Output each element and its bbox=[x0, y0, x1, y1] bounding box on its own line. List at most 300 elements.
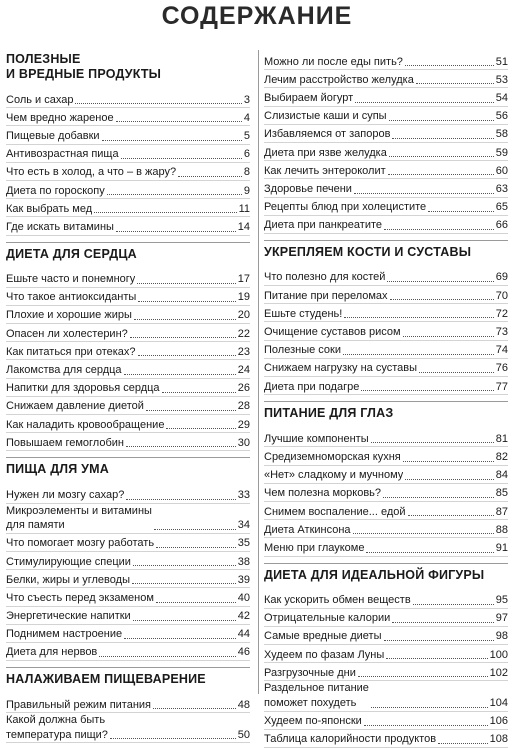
toc-entry-title bbox=[6, 591, 154, 606]
toc-entry[interactable] bbox=[264, 198, 508, 216]
toc-list bbox=[6, 270, 250, 452]
toc-entry-page: 5 bbox=[244, 129, 250, 144]
toc-entry-page: 59 bbox=[496, 146, 508, 161]
toc-entry[interactable] bbox=[6, 90, 250, 108]
toc-entry-title-line: Энергетические напитки bbox=[6, 609, 131, 624]
toc-entry-title bbox=[6, 202, 92, 217]
toc-entry-title bbox=[6, 327, 128, 342]
toc-entry-title-line: «Нет» сладкому и мучному bbox=[264, 468, 403, 483]
toc-entry-title bbox=[6, 536, 154, 551]
dot-leader bbox=[389, 155, 494, 157]
toc-entry-page: 66 bbox=[496, 218, 508, 233]
dot-leader bbox=[366, 551, 493, 553]
toc-entry-title bbox=[6, 165, 176, 180]
toc-entry-title-line: Соль и сахар bbox=[6, 93, 73, 108]
toc-entry[interactable] bbox=[264, 712, 508, 730]
toc-entry-title bbox=[6, 627, 122, 642]
toc-entry-page: 23 bbox=[238, 345, 250, 360]
toc-entry-title bbox=[264, 541, 364, 556]
toc-entry-page: 73 bbox=[496, 325, 508, 340]
toc-entry-page: 24 bbox=[238, 363, 250, 378]
toc-entry-title bbox=[6, 698, 151, 713]
toc-entry-title-line: Диета при язве желудка bbox=[264, 146, 387, 161]
dot-leader bbox=[102, 139, 242, 141]
toc-entry-page: 50 bbox=[238, 728, 250, 743]
toc-entry[interactable] bbox=[264, 447, 508, 465]
section-title-line: ПИЩА ДЛЯ УМА bbox=[6, 462, 250, 477]
dot-leader bbox=[178, 175, 242, 177]
dot-leader bbox=[353, 532, 494, 534]
toc-entry[interactable] bbox=[6, 126, 250, 144]
dot-leader bbox=[156, 601, 236, 603]
toc-entry-page: 88 bbox=[496, 523, 508, 538]
toc-section bbox=[264, 52, 508, 234]
toc-entry-title bbox=[6, 555, 131, 570]
toc-entry[interactable] bbox=[264, 143, 508, 161]
toc-entry-page: 74 bbox=[496, 343, 508, 358]
toc-entry[interactable] bbox=[264, 304, 508, 322]
toc-entry[interactable] bbox=[264, 681, 508, 711]
dot-leader bbox=[361, 389, 493, 391]
toc-entry[interactable] bbox=[6, 504, 250, 534]
toc-entry-page: 3 bbox=[244, 93, 250, 108]
dot-leader bbox=[408, 514, 494, 516]
toc-list bbox=[264, 268, 508, 395]
toc-entry-title-line: Ешьте студень! bbox=[264, 307, 342, 322]
toc-entry-page: 46 bbox=[238, 645, 250, 660]
toc-entry-title-line: Опасен ли холестерин? bbox=[6, 327, 128, 342]
toc-entry-title bbox=[6, 418, 164, 433]
toc-section bbox=[6, 242, 250, 452]
toc-entry[interactable] bbox=[6, 145, 250, 163]
toc-entry[interactable] bbox=[6, 433, 250, 451]
dot-leader bbox=[419, 371, 494, 373]
dot-leader bbox=[130, 336, 236, 338]
toc-entry-title-line: Диета для нервов bbox=[6, 645, 97, 660]
toc-entry-title bbox=[6, 609, 131, 624]
toc-entry-title bbox=[6, 220, 114, 235]
dot-leader bbox=[403, 335, 494, 337]
section-title bbox=[6, 667, 250, 695]
section-title-line: ДИЕТА ДЛЯ ИДЕАЛЬНОЙ ФИГУРЫ bbox=[264, 568, 508, 583]
toc-entry-page: 11 bbox=[239, 202, 250, 217]
dot-leader bbox=[416, 82, 494, 84]
toc-entry-title bbox=[6, 645, 97, 660]
toc-entry[interactable] bbox=[6, 625, 250, 643]
toc-entry-title bbox=[264, 380, 359, 395]
toc-entry[interactable] bbox=[6, 217, 250, 235]
toc-entry-title-line: Как питаться при отеках? bbox=[6, 345, 136, 360]
toc-entry[interactable] bbox=[264, 286, 508, 304]
dot-leader bbox=[371, 706, 488, 708]
dot-leader bbox=[110, 737, 236, 739]
toc-entry-page: 70 bbox=[496, 289, 508, 304]
toc-entry-title-line: Питание при переломах bbox=[264, 289, 388, 304]
toc-entry[interactable] bbox=[264, 161, 508, 179]
toc-entry-title bbox=[6, 111, 114, 126]
toc-entry[interactable] bbox=[6, 163, 250, 181]
dot-leader bbox=[392, 621, 494, 623]
toc-entry-page: 6 bbox=[244, 147, 250, 162]
dot-leader bbox=[132, 582, 236, 584]
toc-entry-title-line: Как выбрать мед bbox=[6, 202, 92, 217]
toc-entry[interactable] bbox=[6, 288, 250, 306]
toc-entry-title bbox=[264, 361, 417, 376]
toc-list bbox=[264, 52, 508, 234]
toc-entry-title-line: Выбираем йогурт bbox=[264, 91, 353, 106]
toc-entry[interactable] bbox=[264, 609, 508, 627]
toc-entry[interactable] bbox=[264, 484, 508, 502]
toc-entry-title bbox=[6, 713, 108, 742]
toc-entry-page: 65 bbox=[496, 200, 508, 215]
toc-entry-title-line: Можно ли после еды пить? bbox=[264, 55, 403, 70]
dot-leader bbox=[134, 318, 236, 320]
page-title: СОДЕРЖАНИЕ bbox=[0, 2, 514, 31]
toc-entry-title-line: Нужен ли мозгу сахар? bbox=[6, 488, 124, 503]
toc-entry-title bbox=[264, 325, 401, 340]
toc-entry-title bbox=[264, 343, 341, 358]
dot-leader bbox=[384, 228, 494, 230]
toc-entry[interactable] bbox=[6, 397, 250, 415]
toc-entry-title bbox=[264, 218, 382, 233]
toc-entry[interactable] bbox=[264, 179, 508, 197]
toc-entry-title bbox=[264, 270, 385, 285]
toc-entry-title-line: Что съесть перед экзаменом bbox=[6, 591, 154, 606]
dot-leader bbox=[116, 230, 236, 232]
toc-section bbox=[264, 401, 508, 556]
dot-leader bbox=[99, 655, 235, 657]
dot-leader bbox=[364, 724, 488, 726]
dot-leader bbox=[146, 409, 236, 411]
dot-leader bbox=[137, 282, 235, 284]
toc-entry-title-line: Избавляемся от запоров bbox=[264, 127, 390, 142]
toc-entry-title-line: Снижаем нагрузку на суставы bbox=[264, 361, 417, 376]
toc-entry-title bbox=[264, 109, 387, 124]
toc-entry-page: 26 bbox=[238, 381, 250, 396]
toc-entry-title bbox=[6, 308, 132, 323]
toc-entry-title bbox=[264, 714, 362, 729]
toc-entry[interactable] bbox=[6, 415, 250, 433]
toc-entry-title-line: Снижаем давление диетой bbox=[6, 399, 144, 414]
toc-entry-page: 17 bbox=[238, 272, 250, 287]
toc-entry-page: 19 bbox=[238, 290, 250, 305]
toc-entry-title bbox=[264, 648, 384, 663]
toc-entry-title-line: Что полезно для костей bbox=[264, 270, 385, 285]
toc-entry[interactable] bbox=[264, 538, 508, 556]
toc-entry-title-line: Снимем воспаление... едой bbox=[264, 505, 406, 520]
dot-leader bbox=[387, 280, 493, 282]
toc-entry[interactable] bbox=[6, 199, 250, 217]
toc-entry-title bbox=[6, 93, 73, 108]
toc-entry-page: 4 bbox=[244, 111, 250, 126]
toc-entry-title bbox=[264, 432, 369, 447]
toc-entry-page: 100 bbox=[490, 648, 508, 663]
toc-entry-title-line: Самые вредные диеты bbox=[264, 629, 382, 644]
toc-entry[interactable] bbox=[264, 107, 508, 125]
toc-entry-title-line: Меню при глаукоме bbox=[264, 541, 364, 556]
toc-entry-title bbox=[264, 55, 403, 70]
toc-entry-page: 56 bbox=[496, 109, 508, 124]
toc-entry-title bbox=[6, 488, 124, 503]
toc-entry-title bbox=[264, 468, 403, 483]
toc-entry-title-line: Диета Аткинсона bbox=[264, 523, 351, 538]
toc-entry-title bbox=[6, 129, 100, 144]
toc-entry-title-line: Диета по гороскопу bbox=[6, 184, 105, 199]
toc-entry[interactable] bbox=[264, 627, 508, 645]
toc-entry-title-line: Рецепты блюд при холецистите bbox=[264, 200, 426, 215]
toc-entry[interactable] bbox=[264, 663, 508, 681]
toc-list bbox=[264, 429, 508, 556]
toc-entry-title-line: Полезные соки bbox=[264, 343, 341, 358]
toc-list bbox=[6, 90, 250, 236]
section-title-line: УКРЕПЛЯЕМ КОСТИ И СУСТАВЫ bbox=[264, 245, 508, 260]
toc-entry-title bbox=[6, 345, 136, 360]
dot-leader bbox=[413, 603, 494, 605]
toc-entry[interactable] bbox=[6, 108, 250, 126]
dot-leader bbox=[153, 707, 236, 709]
toc-entry[interactable] bbox=[6, 360, 250, 378]
toc-entry-title-line: Лечим расстройство желудка bbox=[264, 73, 414, 88]
toc-entry[interactable] bbox=[264, 502, 508, 520]
dot-leader bbox=[166, 427, 235, 429]
dot-leader bbox=[126, 498, 235, 500]
toc-entry[interactable] bbox=[6, 643, 250, 661]
toc-entry-title bbox=[264, 164, 386, 179]
toc-right-column bbox=[264, 52, 508, 748]
dot-leader bbox=[388, 173, 494, 175]
toc-entry-title-line: Где искать витамины bbox=[6, 220, 114, 235]
toc-entry-title bbox=[6, 381, 160, 396]
toc-entry[interactable] bbox=[264, 429, 508, 447]
toc-entry-page: 106 bbox=[490, 714, 508, 729]
toc-entry-title-line: Пищевые добавки bbox=[6, 129, 100, 144]
toc-entry-title bbox=[264, 593, 411, 608]
toc-section bbox=[264, 240, 508, 395]
section-title-line: И ВРЕДНЫЕ ПРОДУКТЫ bbox=[6, 67, 250, 82]
dot-leader bbox=[371, 441, 494, 443]
section-title-line: ДИЕТА ДЛЯ СЕРДЦА bbox=[6, 247, 250, 262]
toc-entry-page: 84 bbox=[496, 468, 508, 483]
toc-entry-title-line: Поднимем настроение bbox=[6, 627, 122, 642]
dot-leader bbox=[75, 102, 241, 104]
toc-entry[interactable] bbox=[6, 342, 250, 360]
toc-entry-title-line: Как наладить кровообращение bbox=[6, 418, 164, 433]
toc-entry[interactable] bbox=[6, 588, 250, 606]
toc-entry-page: 51 bbox=[496, 55, 508, 70]
toc-entry-title-line: Худеем по фазам Луны bbox=[264, 648, 384, 663]
toc-entry[interactable] bbox=[264, 88, 508, 106]
toc-entry[interactable] bbox=[264, 520, 508, 538]
dot-leader bbox=[94, 211, 236, 213]
toc-entry-page: 63 bbox=[496, 182, 508, 197]
toc-entry[interactable] bbox=[264, 216, 508, 234]
toc-entry-title bbox=[6, 290, 136, 305]
toc-section bbox=[6, 667, 250, 743]
dot-leader bbox=[124, 637, 236, 639]
toc-entry-page: 34 bbox=[238, 518, 250, 533]
toc-entry-page: 72 bbox=[496, 307, 508, 322]
toc-entry-title bbox=[264, 91, 353, 106]
dot-leader bbox=[116, 120, 242, 122]
toc-entry-page: 22 bbox=[238, 327, 250, 342]
toc-entry-title-line: Чем полезна морковь? bbox=[264, 486, 381, 501]
toc-section bbox=[6, 52, 250, 236]
toc-entry-title bbox=[264, 450, 401, 465]
toc-entry-page: 38 bbox=[238, 555, 250, 570]
toc-entry[interactable] bbox=[264, 341, 508, 359]
toc-entry[interactable] bbox=[6, 607, 250, 625]
dot-leader bbox=[156, 546, 236, 548]
toc-entry-page: 98 bbox=[496, 629, 508, 644]
toc-entry-title bbox=[264, 307, 342, 322]
toc-entry-title-line: Здоровье печени bbox=[264, 182, 352, 197]
toc-entry-title-line: Что помогает мозгу работать bbox=[6, 536, 154, 551]
toc-entry-title-line: температура пищи? bbox=[6, 728, 108, 743]
toc-entry-title-line: Что такое антиоксиданты bbox=[6, 290, 136, 305]
toc-entry-title-line: Белки, жиры и углеводы bbox=[6, 573, 130, 588]
toc-entry-title-line: Таблица калорийности продуктов bbox=[264, 732, 436, 747]
toc-entry[interactable] bbox=[6, 270, 250, 288]
dot-leader bbox=[438, 742, 488, 744]
toc-entry-title bbox=[6, 573, 130, 588]
toc-entry[interactable] bbox=[264, 377, 508, 395]
toc-entry[interactable] bbox=[6, 306, 250, 324]
toc-entry-title-line: Раздельное питание bbox=[264, 681, 369, 696]
dot-leader bbox=[121, 157, 242, 159]
dot-leader bbox=[133, 564, 236, 566]
toc-entry-title-line: Микроэлементы и витамины bbox=[6, 504, 152, 519]
toc-entry-page: 82 bbox=[496, 450, 508, 465]
toc-entry[interactable] bbox=[264, 645, 508, 663]
toc-entry-page: 77 bbox=[496, 380, 508, 395]
toc-entry[interactable] bbox=[6, 713, 250, 743]
toc-entry-title-line: Очищение суставов рисом bbox=[264, 325, 401, 340]
toc-entry-title-line: Разгрузочные дни bbox=[264, 666, 356, 681]
toc-entry-title bbox=[6, 504, 152, 533]
toc-entry-page: 81 bbox=[496, 432, 508, 447]
column-divider bbox=[258, 50, 259, 694]
toc-entry-title-line: Антивозрастная пища bbox=[6, 147, 119, 162]
toc-entry[interactable] bbox=[264, 591, 508, 609]
toc-entry-page: 60 bbox=[496, 164, 508, 179]
toc-entry[interactable] bbox=[6, 552, 250, 570]
toc-entry[interactable] bbox=[6, 324, 250, 342]
toc-list bbox=[6, 695, 250, 743]
toc-entry-title-line: Повышаем гемоглобин bbox=[6, 436, 124, 451]
toc-entry-page: 33 bbox=[238, 488, 250, 503]
dot-leader bbox=[138, 300, 235, 302]
dot-leader bbox=[126, 445, 236, 447]
toc-entry-title bbox=[264, 611, 390, 626]
toc-entry-title-line: Стимулирующие специи bbox=[6, 555, 131, 570]
toc-entry[interactable] bbox=[264, 52, 508, 70]
toc-entry[interactable] bbox=[264, 466, 508, 484]
toc-entry-page: 8 bbox=[244, 165, 250, 180]
toc-entry-page: 69 bbox=[496, 270, 508, 285]
toc-entry-page: 14 bbox=[238, 220, 250, 235]
toc-entry[interactable] bbox=[6, 181, 250, 199]
toc-entry[interactable] bbox=[264, 268, 508, 286]
section-title bbox=[6, 457, 250, 485]
toc-entry-page: 108 bbox=[490, 732, 508, 747]
toc-entry-page: 87 bbox=[496, 505, 508, 520]
toc-list bbox=[6, 485, 250, 661]
toc-entry-page: 48 bbox=[238, 698, 250, 713]
toc-entry-title bbox=[6, 147, 119, 162]
toc-entry-title-line: Чем вредно жареное bbox=[6, 111, 114, 126]
toc-entry-page: 58 bbox=[496, 127, 508, 142]
toc-entry[interactable] bbox=[6, 570, 250, 588]
toc-entry-title bbox=[6, 184, 105, 199]
toc-entry-page: 29 bbox=[238, 418, 250, 433]
toc-entry-title bbox=[6, 399, 144, 414]
toc-entry-title bbox=[264, 127, 390, 142]
toc-entry-title bbox=[264, 486, 381, 501]
toc-section bbox=[264, 563, 508, 748]
toc-entry-title-line: Что есть в холод, а что – в жару? bbox=[6, 165, 176, 180]
toc-entry-page: 53 bbox=[496, 73, 508, 88]
toc-entry-page: 102 bbox=[490, 666, 508, 681]
toc-entry-title bbox=[264, 732, 436, 747]
toc-entry-page: 20 bbox=[238, 308, 250, 323]
toc-entry[interactable] bbox=[264, 70, 508, 88]
toc-entry-page: 95 bbox=[496, 593, 508, 608]
toc-entry-title bbox=[264, 629, 382, 644]
toc-entry-page: 39 bbox=[238, 573, 250, 588]
toc-entry-title-line: Слизистые каши и супы bbox=[264, 109, 387, 124]
toc-entry-title bbox=[264, 505, 406, 520]
toc-section bbox=[6, 457, 250, 661]
dot-leader bbox=[124, 373, 236, 375]
toc-entry[interactable] bbox=[264, 322, 508, 340]
toc-entry-title bbox=[264, 666, 356, 681]
dot-leader bbox=[162, 391, 236, 393]
toc-entry-title bbox=[264, 200, 426, 215]
section-title bbox=[6, 242, 250, 270]
toc-entry-page: 104 bbox=[490, 696, 508, 711]
section-title-line: ПИТАНИЕ ДЛЯ ГЛАЗ bbox=[264, 406, 508, 421]
dot-leader bbox=[392, 137, 493, 139]
toc-entry-title-line: Лучшие компоненты bbox=[264, 432, 369, 447]
toc-entry-title-line: Правильный режим питания bbox=[6, 698, 151, 713]
dot-leader bbox=[428, 210, 494, 212]
toc-entry-title-line: Какой должна быть bbox=[6, 713, 108, 728]
toc-entry[interactable] bbox=[6, 379, 250, 397]
section-title bbox=[264, 240, 508, 268]
dot-leader bbox=[107, 193, 242, 195]
toc-entry-page: 44 bbox=[238, 627, 250, 642]
toc-entry-page: 54 bbox=[496, 91, 508, 106]
toc-entry[interactable] bbox=[264, 359, 508, 377]
toc-entry-title bbox=[264, 681, 369, 710]
toc-entry-title-line: Диета при подагре bbox=[264, 380, 359, 395]
dot-leader bbox=[389, 119, 494, 121]
toc-entry[interactable] bbox=[6, 534, 250, 552]
dot-leader bbox=[384, 639, 494, 641]
toc-entry[interactable] bbox=[264, 730, 508, 748]
dot-leader bbox=[405, 478, 493, 480]
toc-entry-title-line: Плохие и хорошие жиры bbox=[6, 308, 132, 323]
dot-leader bbox=[344, 316, 493, 318]
toc-entry-page: 35 bbox=[238, 536, 250, 551]
dot-leader bbox=[343, 353, 494, 355]
toc-entry-title-line: Диета при панкреатите bbox=[264, 218, 382, 233]
toc-entry[interactable] bbox=[6, 485, 250, 503]
dot-leader bbox=[383, 496, 494, 498]
toc-entry-page: 76 bbox=[496, 361, 508, 376]
toc-entry[interactable] bbox=[264, 125, 508, 143]
toc-entry-title bbox=[6, 436, 124, 451]
